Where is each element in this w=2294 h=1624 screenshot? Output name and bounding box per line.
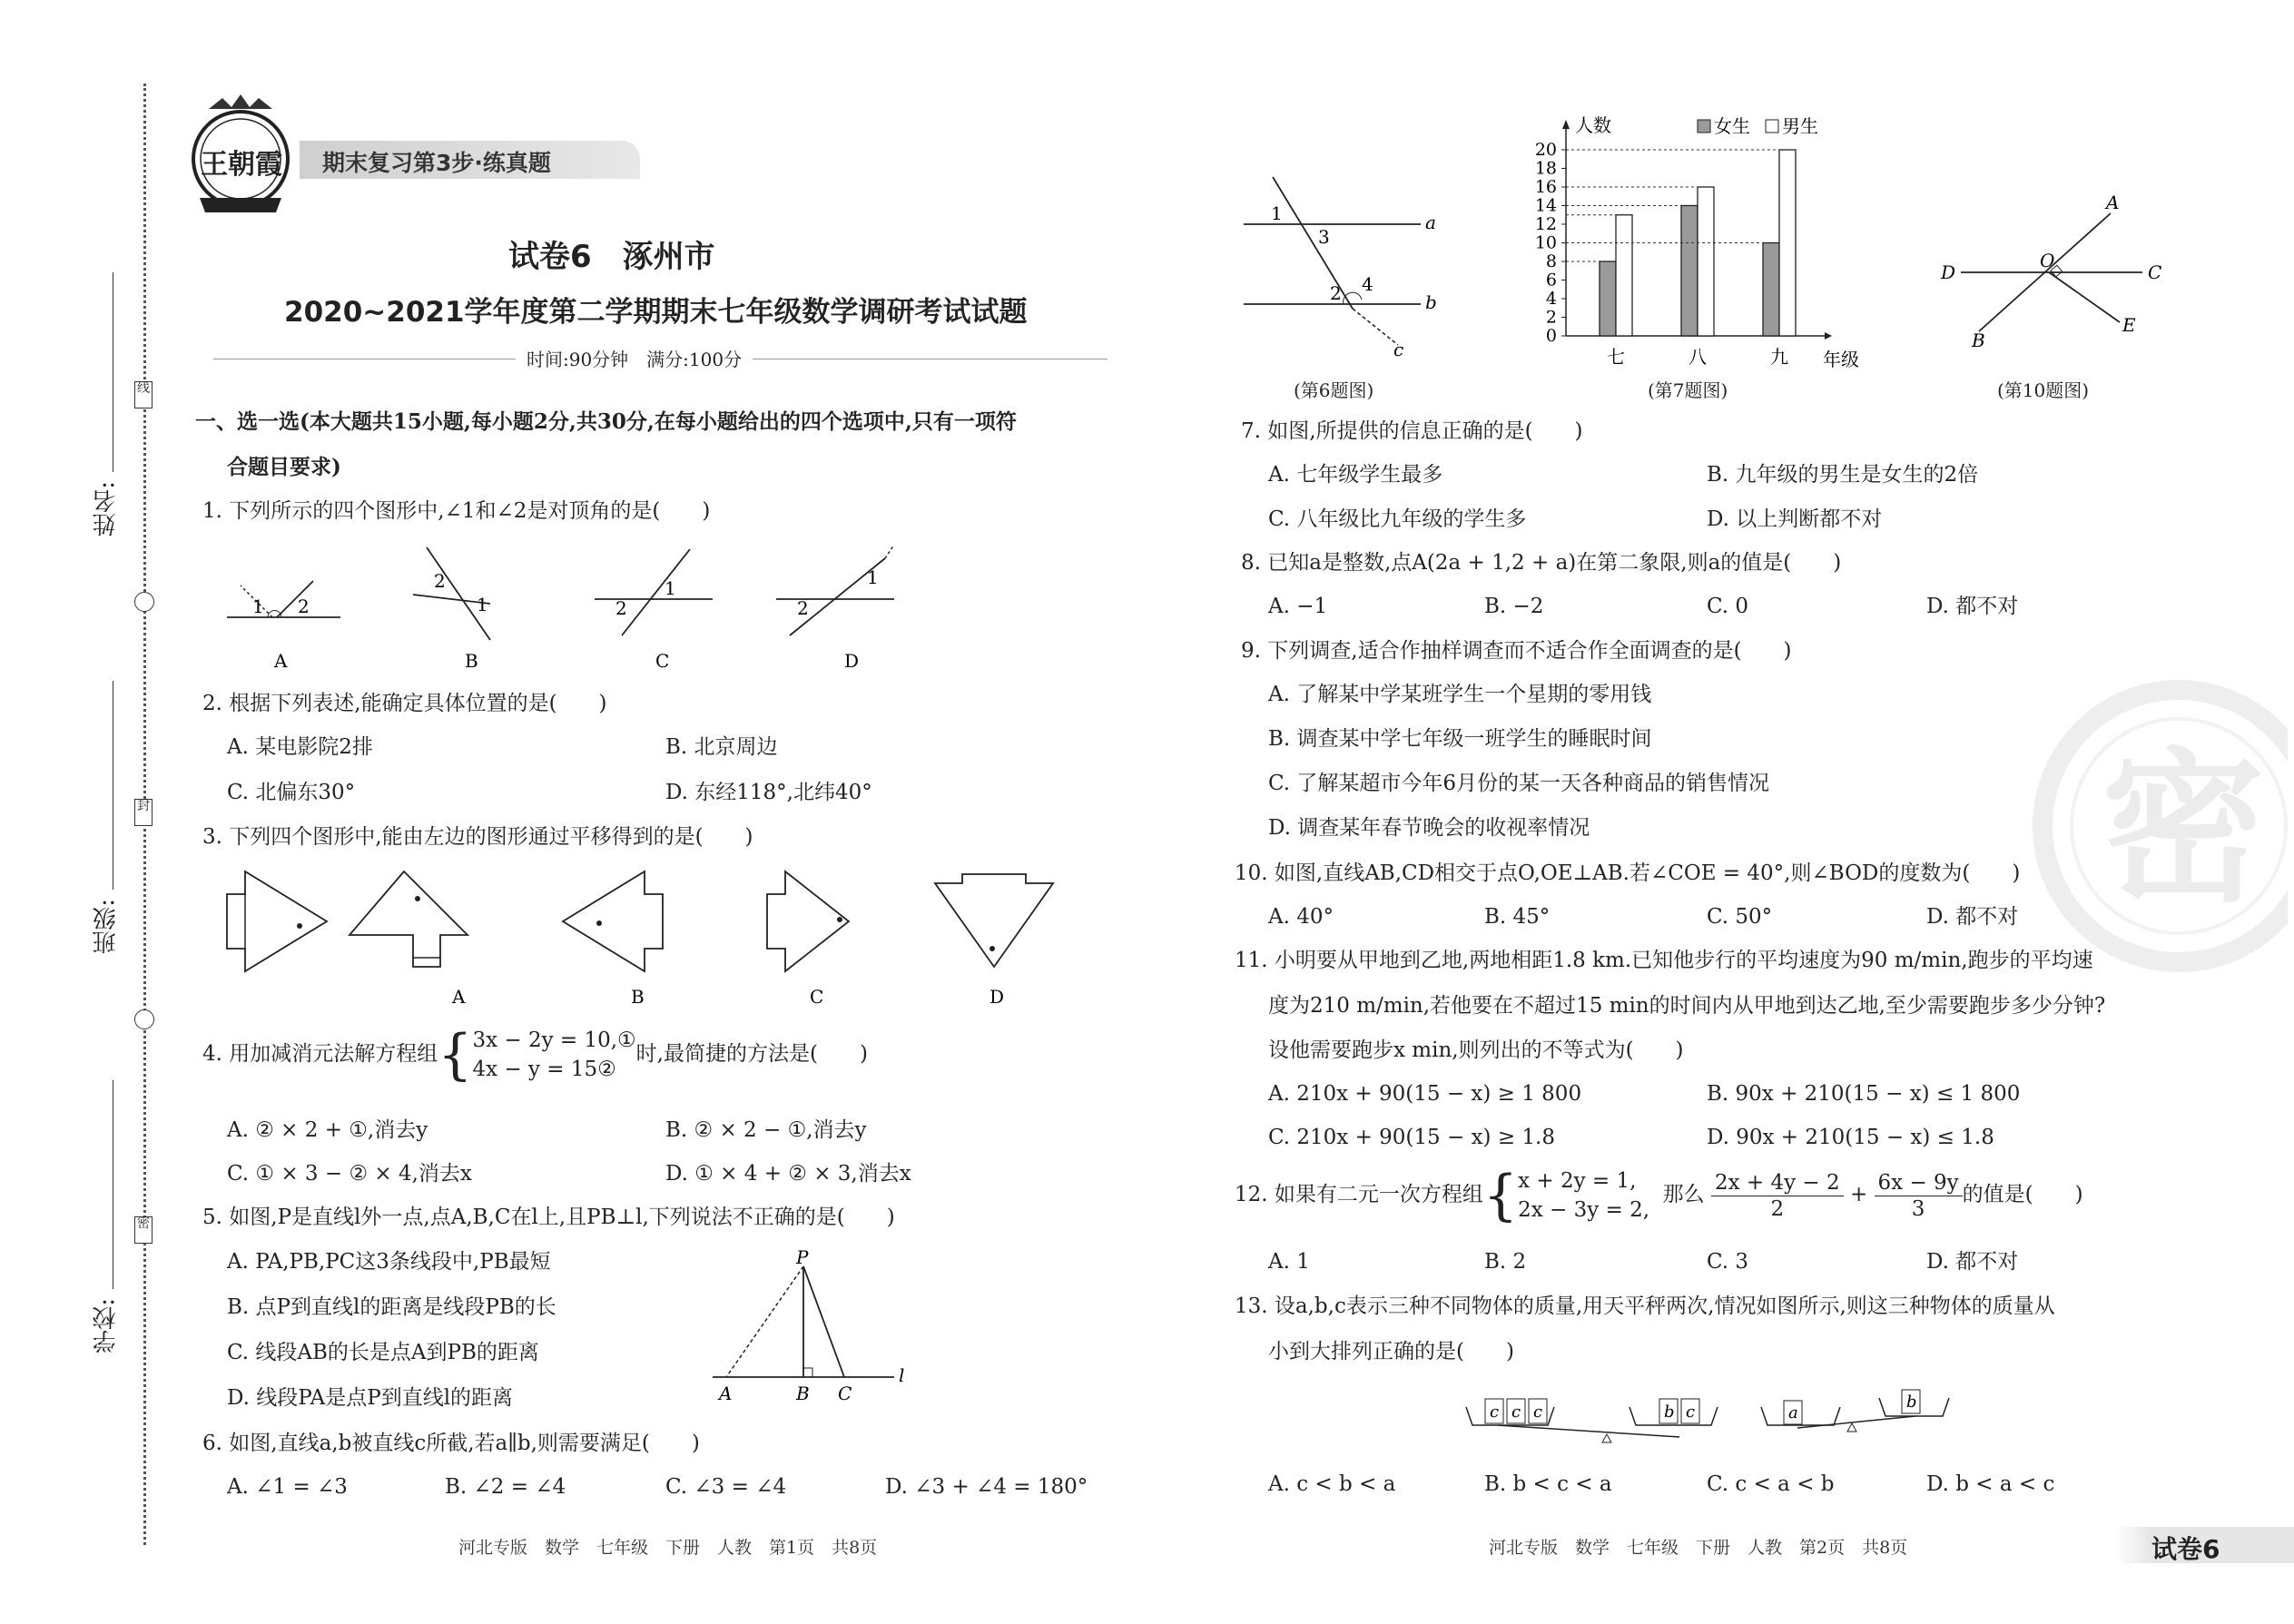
q3-option-c-arrow: [767, 871, 849, 971]
fig6-angle-4: 4: [1362, 273, 1373, 295]
question-2: 2. 根据下列表述,能确定具体位置的是( ): [202, 692, 607, 715]
binding-hole-icon: [134, 1009, 154, 1029]
q1-figure: [218, 540, 944, 672]
q12-eq1: x + 2y = 1,: [1518, 1169, 1637, 1193]
y-tick-label: 8: [1545, 251, 1557, 271]
q5-line-l: l: [899, 1364, 905, 1386]
q13-option-d[interactable]: D. b < a < c: [1926, 1472, 2055, 1496]
fig7-bar-chart: [1507, 109, 1870, 368]
question-6: 6. 如图,直线a,b被直线c所截,若a∥b,则需要满足( ): [202, 1432, 700, 1455]
q1-option-d-figure: [776, 545, 894, 635]
x-axis-label: 年级: [1823, 349, 1859, 368]
seal-box-seal: 封: [134, 799, 153, 826]
legend-entry: 男生: [1782, 115, 1818, 137]
balance-scale-2: [1761, 1390, 1949, 1432]
legend-swatch: [1698, 120, 1710, 133]
q13-option-c[interactable]: C. c < a < b: [1707, 1472, 1835, 1496]
q3-label-b: B: [631, 986, 645, 1008]
question-3: 3. 下列四个图形中,能由左边的图形通过平移得到的是( ): [202, 825, 753, 849]
question-8: 8. 已知a是整数,点A(2a + 1,2 + a)在第二象限,则a的值是( ): [1241, 551, 1842, 575]
question-4: [202, 1023, 868, 1087]
q1-mark-2: 2: [797, 597, 809, 619]
fig6-angle-2: 2: [1330, 282, 1342, 304]
q10-option-d[interactable]: D. 都不对: [1926, 905, 2019, 929]
question-10: 10. 如图,直线AB,CD相交于点O,OE⊥AB.若∠COE = 40°,则∠BOD的度数为( ): [1235, 861, 2021, 885]
q2-option-b[interactable]: B. 北京周边: [665, 735, 778, 759]
footer-left: 河北专版 数学 七年级 下册 人教 第1页 共8页: [458, 1538, 878, 1558]
q4-eq1: 3x − 2y = 10,①: [472, 1029, 636, 1052]
x-axis-arrow-icon: [1825, 332, 1832, 340]
brace-icon: {: [438, 1023, 473, 1087]
q11-option-a[interactable]: A. 210x + 90(15 − x) ≥ 1 800: [1268, 1082, 1582, 1106]
footer-right: 河北专版 数学 七年级 下册 人教 第2页 共8页: [1489, 1538, 1908, 1558]
fig10-point-d: D: [1941, 261, 1956, 283]
q12-option-d[interactable]: D. 都不对: [1926, 1250, 2019, 1274]
fig6-caption: (第6题图): [1294, 379, 1374, 401]
q1-label-c: C: [655, 650, 670, 672]
q3-label-a: A: [452, 986, 466, 1008]
y-tick-label: 4: [1545, 289, 1557, 309]
q9-option-c[interactable]: C. 了解某超市今年6月份的某一天各种商品的销售情况: [1268, 772, 1770, 795]
q2-option-a[interactable]: A. 某电影院2排: [227, 735, 373, 759]
q3-arrow-original: [227, 871, 327, 971]
q3-label-d: D: [989, 986, 1005, 1008]
q4-prefix: 4. 用加减消元法解方程组: [202, 1042, 438, 1066]
fig6-line-b: b: [1425, 291, 1437, 313]
q7-option-a[interactable]: A. 七年级学生最多: [1268, 463, 1443, 487]
q11-option-b[interactable]: B. 90x + 210(15 − x) ≤ 1 800: [1707, 1082, 2021, 1106]
q10-option-b[interactable]: B. 45°: [1484, 905, 1551, 929]
logo: [182, 91, 300, 222]
class-label: 班级:: [93, 899, 120, 954]
question-7: 7. 如图,所提供的信息正确的是( ): [1241, 419, 1583, 443]
name-label: 姓名:: [93, 481, 120, 536]
exam-meta: 时间:90分钟 满分:100分: [516, 345, 753, 371]
q4-option-c[interactable]: C. ① × 3 − ② × 4,消去x: [227, 1162, 472, 1186]
q5-point-p: P: [796, 1246, 809, 1268]
q12-eq2: 2x − 3y = 2,: [1518, 1198, 1650, 1222]
watermark-char: 密: [2102, 733, 2266, 924]
fig10: [1934, 191, 2170, 354]
q11-option-d[interactable]: D. 90x + 210(15 − x) ≤ 1.8: [1707, 1126, 1994, 1149]
x-tick-label: 八: [1689, 346, 1707, 368]
bar-女生: [1763, 243, 1779, 337]
q3-option-d-arrow: [935, 874, 1053, 967]
bar-女生: [1600, 261, 1616, 336]
scale1-left-c: c: [1511, 1403, 1521, 1422]
brace-icon: {: [1482, 1164, 1519, 1227]
scale2-left-a: a: [1788, 1403, 1798, 1422]
q5-option-d[interactable]: D. 线段PA是点P到直线l的距离: [227, 1386, 514, 1410]
q10-option-c[interactable]: C. 50°: [1707, 905, 1773, 929]
q6-option-d[interactable]: D. ∠3 + ∠4 = 180°: [885, 1475, 1088, 1499]
page-subtitle: 2020~2021学年度第二学期期末七年级数学调研考试试题: [284, 296, 1028, 329]
q8-option-a[interactable]: A. −1: [1268, 595, 1328, 618]
question-11-cont: 度为210 m/min,若他要在不超过15 min的时间内从甲地到达乙地,至少需要跑步多少分钟?: [1268, 994, 2106, 1018]
q12-option-a[interactable]: A. 1: [1268, 1250, 1310, 1274]
q1-mark-2: 2: [615, 597, 627, 619]
question-13-cont: 小到大排列正确的是( ): [1268, 1340, 1514, 1363]
y-tick-label: 16: [1534, 177, 1557, 197]
q2-option-d[interactable]: D. 东经118°,北纬40°: [665, 781, 872, 804]
q4-option-b[interactable]: B. ② × 2 − ①,消去y: [665, 1118, 867, 1142]
q1-mark-1: 1: [252, 595, 264, 617]
fig10-point-b: B: [1972, 330, 1985, 351]
section-heading: 一、选一选(本大题共15小题,每小题2分,共30分,在每小题给出的四个选项中,只有一项符: [195, 409, 1017, 434]
y-tick-label: 20: [1534, 140, 1557, 160]
q1-mark-1: 1: [867, 566, 879, 588]
q4-option-d[interactable]: D. ① × 4 + ② × 3,消去x: [665, 1162, 911, 1186]
fig10-point-c: C: [2148, 261, 2162, 283]
fig6-angle-3: 3: [1318, 226, 1330, 248]
q8-option-c[interactable]: C. 0: [1707, 595, 1749, 618]
q13-option-a[interactable]: A. c < b < a: [1268, 1472, 1396, 1496]
binding-hole-icon: [134, 592, 154, 612]
fig10-point-e: E: [2122, 314, 2136, 336]
q5-option-c[interactable]: C. 线段AB的长是点A到PB的距离: [227, 1341, 539, 1364]
fig10-point-a: A: [2106, 192, 2120, 213]
q2-option-c[interactable]: C. 北偏东30°: [227, 781, 356, 804]
q4-system: [472, 1026, 635, 1084]
scale1-right-c: c: [1686, 1403, 1696, 1422]
logo-text: 王朝霞: [201, 149, 282, 181]
q5-point-a: A: [719, 1383, 733, 1404]
q1-label-a: A: [274, 650, 288, 672]
q9-option-b[interactable]: B. 调查某中学七年级一班学生的睡眠时间: [1268, 727, 1652, 751]
x-tick-label: 七: [1607, 346, 1625, 368]
y-axis-label: 人数: [1575, 114, 1611, 136]
x-tick-label: 九: [1770, 346, 1788, 368]
q12-suffix: 的值是( ): [1962, 1183, 2083, 1206]
seal-box-line: 线: [134, 381, 153, 408]
q1-option-c-figure: [595, 549, 713, 635]
bar-男生: [1698, 187, 1714, 336]
q13-balance-figure: [1462, 1384, 1952, 1448]
footer-tag: 试卷6: [2151, 1534, 2220, 1564]
y-tick-label: 6: [1545, 270, 1557, 290]
q9-option-a[interactable]: A. 了解某中学某班学生一个星期的零用钱: [1268, 683, 1652, 706]
q5-point-c: C: [838, 1383, 852, 1404]
scale1-left-c: c: [1533, 1403, 1543, 1422]
fig6-line-a: a: [1425, 212, 1436, 233]
scale1-left-c: c: [1490, 1403, 1500, 1422]
q12-f1-den: 2: [1770, 1196, 1785, 1221]
q4-eq2: 4x − y = 15②: [472, 1058, 616, 1081]
q4-suffix: 时,最简捷的方法是( ): [635, 1042, 868, 1066]
question-9: 9. 下列调查,适合作抽样调查而不适合作全面调查的是( ): [1241, 639, 1792, 663]
q12-plus: +: [1849, 1183, 1868, 1206]
q1-mark-2: 2: [434, 570, 446, 592]
fig6-line-c: c: [1393, 339, 1404, 360]
q5-point-b: B: [796, 1383, 810, 1404]
scale2-right-b: b: [1906, 1393, 1917, 1412]
q8-option-d[interactable]: D. 都不对: [1926, 595, 2019, 618]
seal-box-secret: 密: [134, 1216, 153, 1244]
fig6: [1235, 163, 1452, 363]
y-tick-label: 10: [1534, 232, 1557, 253]
q12-fraction-1: [1711, 1170, 1844, 1222]
bar-女生: [1681, 206, 1698, 337]
q9-option-d[interactable]: D. 调查某年春节晚会的收视率情况: [1268, 816, 1590, 840]
q7-option-c[interactable]: C. 八年级比九年级的学生多: [1268, 507, 1527, 531]
question-11: 11. 小明要从甲地到乙地,两地相距1.8 km.已知他步行的平均速度为90 m/min,跑步的平均速: [1235, 949, 2093, 972]
q12-fraction-2: [1875, 1170, 1963, 1222]
q3-label-c: C: [810, 986, 824, 1008]
school-label: 学校:: [93, 1298, 120, 1353]
q4-option-a[interactable]: A. ② × 2 + ①,消去y: [227, 1118, 428, 1142]
y-tick-label: 12: [1534, 214, 1557, 234]
legend-swatch: [1766, 120, 1778, 133]
y-tick-label: 18: [1534, 158, 1557, 179]
question-11-cont2: 设他需要跑步x min,则列出的不等式为( ): [1268, 1038, 1684, 1062]
q12-f2-den: 3: [1911, 1196, 1925, 1221]
fig6-angle-1: 1: [1271, 202, 1283, 224]
question-13: 13. 设a,b,c表示三种不同物体的质量,用天平秤两次,情况如图所示,则这三种物体的质量从: [1235, 1294, 2055, 1318]
y-axis-arrow-icon: [1562, 120, 1570, 129]
q12-mid: 那么: [1662, 1183, 1705, 1206]
q5-option-a[interactable]: A. PA,PB,PC这3条线段中,PB最短: [227, 1250, 551, 1274]
q12-option-b[interactable]: B. 2: [1484, 1250, 1527, 1274]
balance-scale-1: [1466, 1399, 1718, 1442]
q3-option-a-arrow: [350, 871, 468, 967]
y-tick-label: 0: [1545, 326, 1557, 346]
q13-option-b[interactable]: B. b < c < a: [1484, 1472, 1612, 1496]
bar-男生: [1779, 150, 1796, 336]
q1-mark-1: 1: [665, 577, 676, 599]
q12-system: [1518, 1166, 1649, 1225]
q11-option-c[interactable]: C. 210x + 90(15 − x) ≥ 1.8: [1268, 1126, 1555, 1149]
q1-option-a-figure: [227, 581, 340, 617]
q3-option-b-arrow: [563, 871, 663, 971]
scale1-right-b: b: [1664, 1403, 1675, 1422]
y-tick-label: 2: [1545, 307, 1557, 328]
question-1: 1. 下列所示的四个图形中,∠1和∠2是对顶角的是( ): [202, 499, 711, 523]
q3-figure: [218, 867, 1089, 1012]
bar-男生: [1616, 215, 1632, 336]
q5-option-b[interactable]: B. 点P到直线l的距离是线段PB的长: [227, 1295, 556, 1319]
question-12: [1235, 1166, 2083, 1225]
fig10-caption: (第10题图): [1997, 379, 2090, 401]
q6-option-a[interactable]: A. ∠1 = ∠3: [227, 1475, 348, 1499]
secret-seal-watermark: [2015, 672, 2288, 980]
header-banner-text: 期末复习第3步·练真题: [322, 150, 551, 176]
q1-mark-2: 2: [298, 595, 310, 617]
q10-option-a[interactable]: A. 40°: [1268, 905, 1334, 929]
fig7-caption: (第7题图): [1648, 379, 1728, 401]
legend-entry: 女生: [1714, 115, 1750, 137]
q12-f1-num: 2x + 4y − 2: [1711, 1170, 1844, 1196]
q6-option-b[interactable]: B. ∠2 = ∠4: [445, 1475, 566, 1499]
q8-option-b[interactable]: B. −2: [1484, 595, 1544, 618]
q1-label-d: D: [844, 650, 860, 672]
q7-option-b[interactable]: B. 九年级的男生是女生的2倍: [1707, 463, 1979, 487]
q5-figure: [708, 1244, 917, 1407]
q12-f2-num: 6x − 9y: [1875, 1170, 1963, 1196]
q1-label-b: B: [465, 650, 478, 672]
q12-option-c[interactable]: C. 3: [1707, 1250, 1749, 1274]
question-5: 5. 如图,P是直线l外一点,点A,B,C在l上,且PB⊥l,下列说法不正确的是( ): [202, 1206, 895, 1229]
fig10-point-o: O: [2040, 250, 2055, 271]
y-tick-label: 14: [1534, 195, 1557, 216]
q7-option-d[interactable]: D. 以上判断都不对: [1707, 507, 1883, 531]
page-title: 试卷6 涿州市: [508, 239, 715, 275]
q1-mark-1: 1: [477, 594, 488, 615]
q12-prefix: 12. 如果有二元一次方程组: [1235, 1183, 1483, 1206]
q6-option-c[interactable]: C. ∠3 = ∠4: [665, 1475, 787, 1499]
section-heading-cont: 合题目要求): [227, 455, 341, 479]
